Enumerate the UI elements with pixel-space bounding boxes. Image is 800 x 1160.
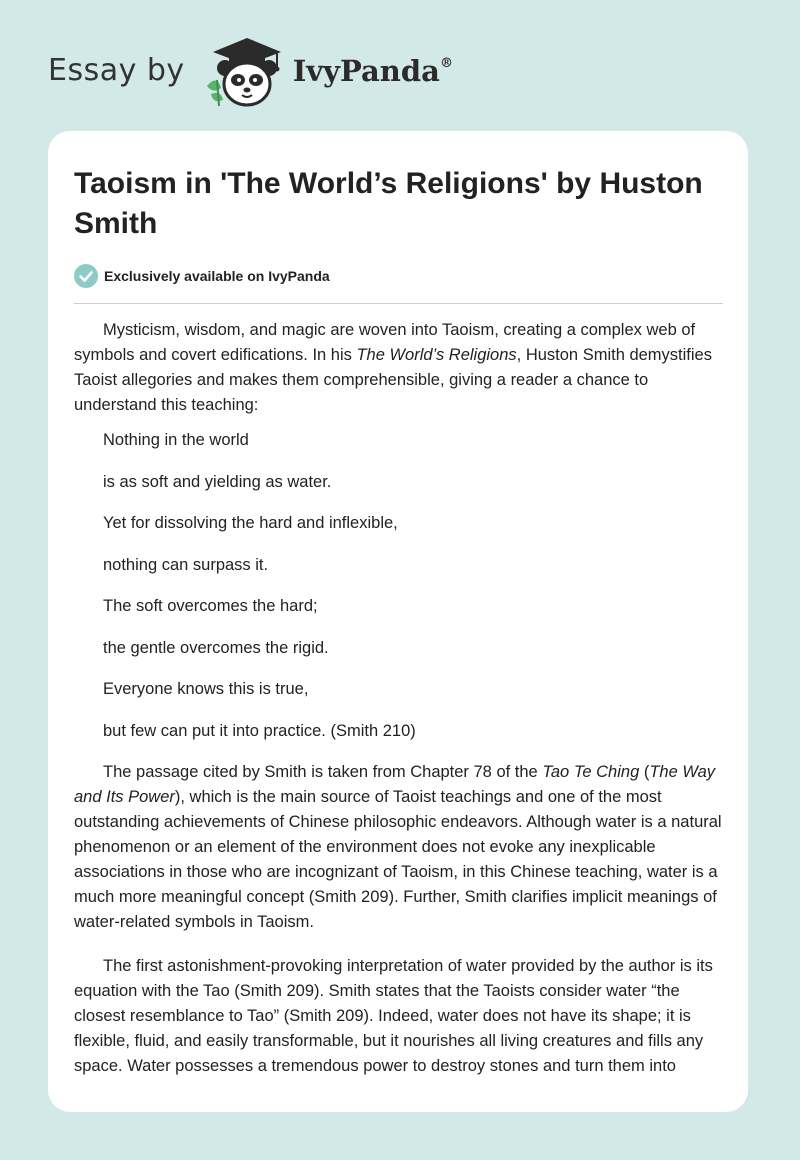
essay-body <box>74 318 722 1089</box>
verse-line: is as soft and yielding as water. <box>103 472 332 491</box>
paragraph: The first astonishment-provoking interpretation of water provided by the author is its equation with the Tao (Smith 209). Smith states that the Taoists consider water “the closest resemblance to Tao” (Smith 209). Indeed, water does not have its shape; it is flexible, fluid, and easily transformable, but it nourishes all living creatures and fills any space. Water possesses a tremendous power to destroy stones and turn them into <box>74 957 713 1075</box>
verse-line: Yet for dissolving the hard and inflexible, <box>103 514 398 532</box>
verse-line: the gentle overcomes the rigid. <box>103 638 329 657</box>
verse-line: The soft overcomes the hard; <box>103 597 318 615</box>
paragraph <box>74 760 722 935</box>
verse-line: nothing can surpass it. <box>103 555 269 574</box>
book-title: Tao Te Ching <box>542 763 640 781</box>
check-circle-icon <box>74 264 98 288</box>
text-run: , Huston Smith demystifies Taoist allegories and makes them comprehensible, giving a reader a chance to understand this teaching: <box>74 346 712 414</box>
essay-by-label: Essay by <box>48 52 185 88</box>
badge-label: Exclusively available on IvyPanda <box>104 268 330 284</box>
book-title: The Way and Its Power <box>74 763 716 806</box>
essay-card <box>48 131 748 1112</box>
paragraph <box>74 318 722 418</box>
verse-line: Everyone knows this is true, <box>103 680 309 698</box>
verse-line: Nothing in the world <box>103 431 249 449</box>
panda-logo-icon[interactable] <box>199 34 291 110</box>
text-run: Mysticism, wisdom, and magic are woven into Taoism, creating a complex web of symbols and covert edifications. In his <box>74 321 696 364</box>
verse-line: but few can put it into practice. (Smith 210) <box>103 721 416 740</box>
text-run: The passage cited by Smith is taken from Chapter 78 of the <box>103 763 543 781</box>
text-run: ), which is the main source of Taoist teachings and one of the most outstanding achievements of Chinese philosophic endeavors. Although water is a natural phenomenon or an element of the environment does not evoke any inexplicable associations in those who are incognizant of Taoism, in this Chinese teaching, water is a much more meaningful concept (Smith 209). Further, Smith clarifies implicit meanings of water-related symbols in Taoism. <box>74 788 722 931</box>
text-run: ( <box>639 763 650 781</box>
brand-name <box>293 54 453 88</box>
site-header <box>48 34 453 110</box>
brand-label: IvyPanda <box>292 54 440 88</box>
book-title: The World’s Religions <box>356 346 517 364</box>
page-title: Taoism in 'The World’s Religions' by Huston Smith <box>74 167 703 240</box>
exclusive-badge <box>74 264 330 288</box>
registered-mark: ® <box>439 56 453 71</box>
divider <box>74 303 723 304</box>
